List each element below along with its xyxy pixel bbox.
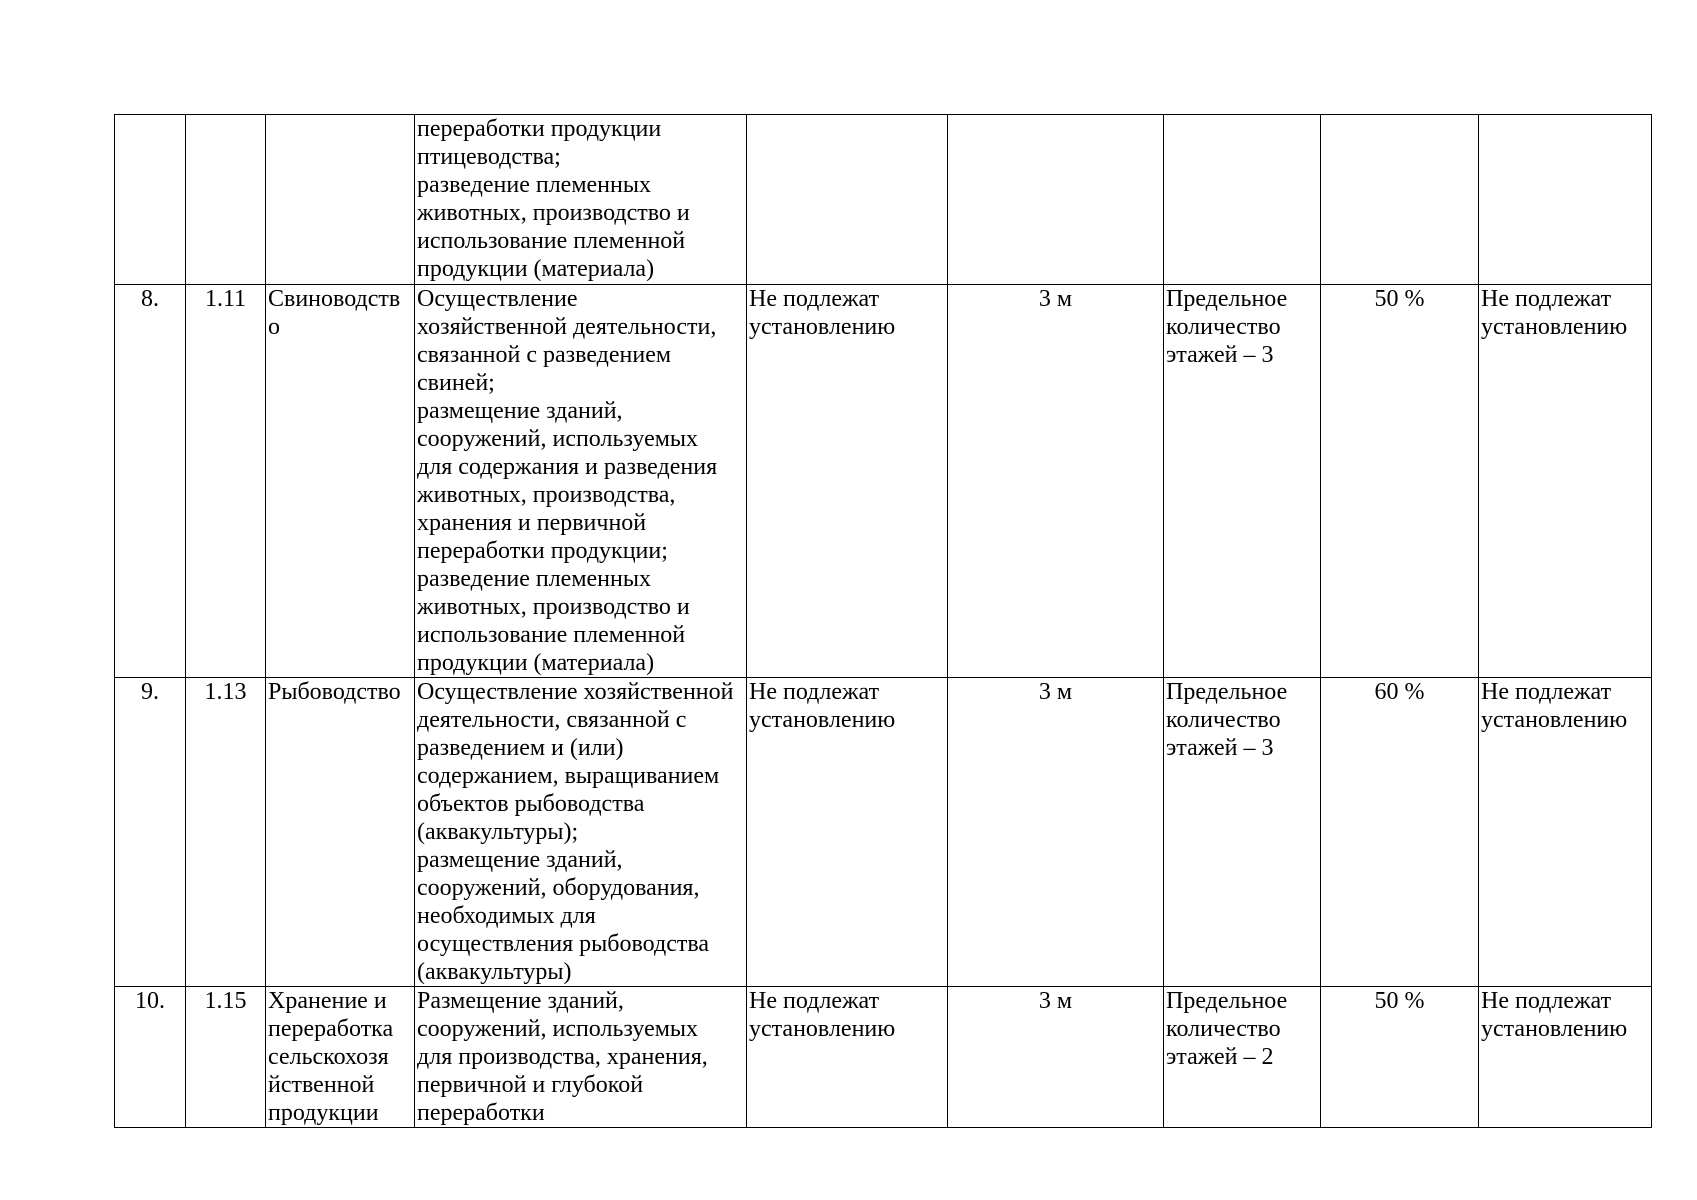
table-row: [115, 285, 1652, 678]
area-cell: Не подлежат установлению: [747, 285, 948, 678]
area-cell: [747, 115, 948, 285]
indent-cell: 3 м: [948, 987, 1164, 1128]
indent-cell: [948, 115, 1164, 285]
land-use-name-cell: Свиноводств о: [266, 285, 415, 678]
table-row: [115, 678, 1652, 987]
row-number-cell: 8.: [115, 285, 186, 678]
other-cell: Не подлежат установлению: [1479, 987, 1652, 1128]
floors-cell: Предельное количество этажей – 3: [1164, 678, 1321, 987]
row-number-cell: [115, 115, 186, 285]
land-use-name-cell: Хранение и переработка сельскохозя йственной продукции: [266, 987, 415, 1128]
description-cell: переработки продукции птицеводства; разведение племенных животных, производство и использование племенной продукции (материала): [415, 115, 747, 285]
floors-cell: [1164, 115, 1321, 285]
land-use-name-cell: Рыбоводство: [266, 678, 415, 987]
build-percent-cell: 50 %: [1321, 285, 1479, 678]
description-cell: Осуществление хозяйственной деятельности, связанной с разведением свиней; размещение зданий, сооружений, используемых для содержания и разведения животных, производства, хранения и первичной переработки продукции; разведение племенных животных, производство и использование племенной продукции (материала): [415, 285, 747, 678]
floors-cell: Предельное количество этажей – 3: [1164, 285, 1321, 678]
row-number-cell: 10.: [115, 987, 186, 1128]
code-cell: 1.15: [186, 987, 266, 1128]
area-cell: Не подлежат установлению: [747, 987, 948, 1128]
other-cell: Не подлежат установлению: [1479, 678, 1652, 987]
code-cell: 1.11: [186, 285, 266, 678]
area-cell: Не подлежат установлению: [747, 678, 948, 987]
description-cell: Размещение зданий, сооружений, используемых для производства, хранения, первичной и глубокой переработки: [415, 987, 747, 1128]
regulations-table: [114, 114, 1652, 1128]
land-use-name-cell: [266, 115, 415, 285]
code-cell: [186, 115, 266, 285]
row-number-cell: 9.: [115, 678, 186, 987]
build-percent-cell: [1321, 115, 1479, 285]
table-row: [115, 115, 1652, 285]
build-percent-cell: 60 %: [1321, 678, 1479, 987]
build-percent-cell: 50 %: [1321, 987, 1479, 1128]
table-row: [115, 987, 1652, 1128]
indent-cell: 3 м: [948, 285, 1164, 678]
indent-cell: 3 м: [948, 678, 1164, 987]
code-cell: 1.13: [186, 678, 266, 987]
description-cell: Осуществление хозяйственной деятельности, связанной с разведением и (или) содержанием, выращиванием объектов рыбоводства (аквакультуры); размещение зданий, сооружений, оборудования, необходимых для осуществления рыбоводства (аквакультуры): [415, 678, 747, 987]
other-cell: Не подлежат установлению: [1479, 285, 1652, 678]
floors-cell: Предельное количество этажей – 2: [1164, 987, 1321, 1128]
other-cell: [1479, 115, 1652, 285]
